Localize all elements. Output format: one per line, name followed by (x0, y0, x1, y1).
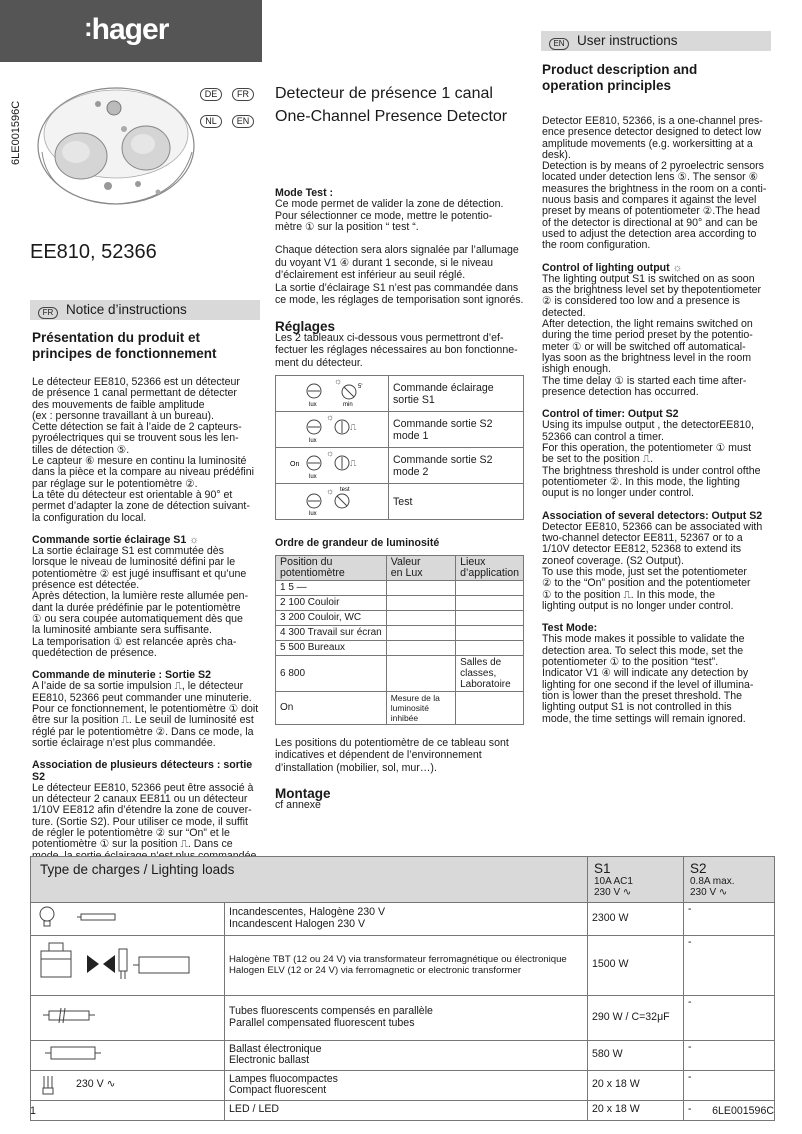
fr-column (32, 330, 264, 862)
load-icon-cell (31, 995, 225, 1040)
load-icon-cell (31, 1100, 225, 1120)
model-number: EE810, 52366 (30, 241, 157, 263)
control-label: Commande sortie S2 mode 2 (389, 448, 524, 484)
control-label: Commande éclairage sortie S1 (389, 376, 524, 412)
compact-fluorescent-icon (37, 1074, 59, 1096)
fr-section-bar (30, 300, 260, 320)
lux-row (276, 595, 524, 610)
test-text: Ce mode permet de valider la zone de détection. Pour sélectionner ce mode, mettre le potentio- mètre ① sur la position “ test “. (275, 198, 504, 233)
control-table (275, 375, 524, 520)
control-icons (276, 376, 389, 412)
reglages-heading: Réglages (275, 318, 336, 334)
fr-heading: Présentation du produit et principes de fonctionnement (32, 330, 217, 361)
lang-badge: EN (232, 115, 254, 128)
en-timer-heading: Control of timer: Output S2 (542, 408, 679, 421)
load-row (31, 995, 775, 1040)
fluorescent-tube-icon (37, 1006, 117, 1026)
lux-cell (386, 595, 455, 610)
lux-header: Lieux d’application (456, 555, 524, 580)
load-s1: 20 x 18 W (588, 1100, 684, 1120)
load-icon-cell (31, 1070, 225, 1100)
load-desc: Tubes fluorescents compensés en parallèle Parallel compensated fluorescent tubes (225, 995, 588, 1040)
lux-label: lux (309, 402, 317, 409)
light-icon: ☼ (326, 486, 335, 497)
load-desc: Ballast électronique Electronic ballast (225, 1040, 588, 1070)
lux-cell (386, 625, 455, 640)
en-heading: Product description and operation principles (542, 62, 698, 93)
lux-heading: Ordre de grandeur de luminosité (275, 537, 440, 550)
lux-cell: 3 200 Couloir, WC (276, 610, 387, 625)
control-icons (276, 448, 389, 484)
lux-cell (386, 655, 455, 691)
fr-s1-text: La sortie éclairage S1 est commutée dès lorsque le niveau de luminosité défini par le potentiomètre ② est jugé insuffisant et qu’une présence est détectée. Après détection, la lumière reste allumée pen- dant la durée prédéfinie par le potentiomètre ① ou sera coupée automatiquement dès que la luminosité ambiante sera suffisante. La temporisation ① est relancée après cha- quedétection de présence. (32, 545, 249, 659)
load-row (31, 935, 775, 995)
lux-row (276, 655, 524, 691)
en-section-bar (541, 31, 771, 51)
loads-header-row (31, 857, 775, 903)
control-row (276, 484, 524, 520)
load-desc: Halogène TBT (12 ou 24 V) via transformateur ferromagnétique ou électronique Halogen ELV (12 or 24 V) via ferromagnetic or electronic transformer (225, 935, 588, 995)
control-row (276, 376, 524, 412)
load-row (31, 1040, 775, 1070)
light-icon: ☼ (326, 448, 335, 459)
load-row (31, 903, 775, 936)
light-icon: ☼ (672, 261, 683, 274)
en-column (542, 62, 774, 725)
load-icon-cell (31, 903, 225, 936)
lux-label: lux (309, 511, 317, 517)
lux-row (276, 610, 524, 625)
fr-bar-label: Notice d’instructions (66, 302, 187, 317)
on-label: On (290, 461, 300, 469)
control-label: Commande sortie S2 mode 1 (389, 412, 524, 448)
pulse-icon: ⎍ (350, 422, 357, 433)
document-title (275, 82, 535, 128)
s2-label: S2 (690, 861, 707, 876)
load-s1: 580 W (588, 1040, 684, 1070)
light-icon: ☼ (334, 376, 343, 387)
en-intro: Detector EE810, 52366, is a one-channel pres- ence presence detector designed to detect low amplitude movements (e.g. workersitting at a desk). Detection is by means of 2 pyroelectric sensors located under detection lens ⑤. The sensor ⑥ measures the brightness in the room on a conti- nuous basis and compares it against the level preset by means of potentiometer ②.The head of the detector is directional at 90° and can be used to adjust the detection area according to the room configuration. (542, 115, 767, 252)
control-icons (276, 412, 389, 448)
product-image-icon (28, 74, 198, 209)
title-fr: Detecteur de présence 1 canal (275, 85, 493, 102)
s1-spec: 10A AC1 230 V ∿ (594, 876, 633, 898)
lux-cell (456, 580, 524, 595)
pulse-icon: ⎍ (350, 458, 357, 469)
en-badge: EN (549, 38, 569, 50)
transformer-icon (37, 941, 217, 985)
load-s1: 290 W / C=32μF (588, 995, 684, 1040)
lux-row (276, 580, 524, 595)
load-s2: - (684, 995, 775, 1040)
light-icon: ☼ (326, 412, 335, 423)
lux-header: Valeur en Lux (386, 555, 455, 580)
footer-code: 6LE001596C (712, 1105, 774, 1117)
fr-s1-heading: Commande sortie éclairage S1 ☼ (32, 533, 199, 546)
fr-badge: FR (38, 307, 58, 319)
test-heading: Mode Test : (275, 187, 334, 199)
load-row (31, 1070, 775, 1100)
load-s2: - (684, 1070, 775, 1100)
control-row (276, 412, 524, 448)
en-multi-heading: Association of several detectors: Output S2 (542, 509, 763, 522)
lux-cell (456, 640, 524, 655)
en-test-text: This mode makes it possible to validate the detection area. To select this mode, set the potentiometer ① to the position “test”. Indicator V1 ④ will indicate any detection by lighting for one second if the level of illumina- tion is lower than the preset threshold. The lighting output S1 is not controlled in this mode, the time settings will remain ignored. (542, 633, 754, 725)
montage-text: cf annexe (275, 798, 321, 811)
lux-table (275, 555, 524, 725)
lux-header-row (276, 555, 524, 580)
lux-cell (456, 610, 524, 625)
s2-spec: 0.8A max. 230 V ∿ (690, 876, 735, 898)
lux-cell (456, 595, 524, 610)
lux-cell (456, 625, 524, 640)
control-row (276, 448, 524, 484)
en-test-heading: Test Mode: (542, 622, 598, 635)
fr-multi-text: Le détecteur EE810, 52366 peut être associé à un détecteur 2 canaux EE811 ou un détecteur 1/10V EE812 afin d’étendre la zone de couver- ture. (Sortie S2). Pour utiliser ce mode, il suffit de régler le potentiomètre ② sur “On” et le potentiomètre ① sur la position ⎍. Dans ce (32, 781, 254, 851)
lux-cell: 1 5 — (276, 580, 387, 595)
loads-table (30, 856, 775, 1121)
en-bar-label: User instructions (577, 33, 678, 48)
lux-row (276, 640, 524, 655)
potentiometer-icon (276, 376, 386, 408)
load-s1: 20 x 18 W (588, 1070, 684, 1100)
lux-label: lux (309, 474, 317, 481)
page-number: 1 (30, 1105, 36, 1117)
lux-cell (386, 610, 455, 625)
lux-cell: 6 800 (276, 655, 387, 691)
lux-cell: Mesure de la luminosité inhibée (386, 691, 455, 724)
control-label: Test (389, 484, 524, 520)
lux-header: Position du potentiomètre (276, 555, 387, 580)
potentiometer-icon (276, 484, 386, 516)
reglages-text: Les 2 tableaux ci-dessous vous permettront d’ef- fectuer les réglages nécessaires au bon fonctionne- ment du détecteur. (275, 331, 518, 369)
bulb-halogen-icon (37, 905, 117, 929)
load-desc: LED / LED (225, 1100, 588, 1120)
fr-s2-text: A l’aide de sa sortie impulsion ⎍, le détecteur EE810, 52366 peut commander une minuterie. Pour ce fonctionnement, le potentiomètre ① doit être sur la position ⎍. Le seuil de luminosité est réglé par le potentiomètre ②. Dans ce mode, la sortie éclairage n’est plus commandée. (32, 680, 259, 749)
load-desc: Lampes fluocompactes Compact fluorescent (225, 1070, 588, 1100)
load-s2: - (684, 935, 775, 995)
potentiometer-icon (276, 448, 386, 480)
five-label: 5' (358, 384, 363, 391)
lux-note: Les positions du potentiomètre de ce tableau sont indicatives et dépendent de l’environnement d’installation (mobilier, sol, mur…). (275, 736, 509, 774)
fr-s2-heading: Commande de minuterie : Sortie S2 (32, 669, 211, 682)
side-code: 6LE001596C (10, 100, 22, 165)
montage-heading: Montage (275, 786, 331, 802)
lux-cell: 4 300 Travail sur écran (276, 625, 387, 640)
load-desc: Incandescentes, Halogène 230 V Incandescent Halogen 230 V (225, 903, 588, 936)
lux-row (276, 691, 524, 724)
lux-cell (386, 640, 455, 655)
lux-cell (386, 580, 455, 595)
hager-logo: :hager (84, 12, 169, 46)
load-row (31, 1100, 775, 1120)
lang-badge: DE (200, 88, 222, 101)
loads-title: Type de charges / Lighting loads (31, 857, 588, 903)
s1-header (588, 857, 684, 903)
lux-cell: 5 500 Bureaux (276, 640, 387, 655)
load-s1: 1500 W (588, 935, 684, 995)
lang-badge: FR (232, 88, 254, 101)
lux-cell: 2 100 Couloir (276, 595, 387, 610)
fr-intro: Le détecteur EE810, 52366 est un détecteur de présence 1 canal permettant de détecter des mouvements de faible amplitude (ex : personne travaillant à un bureau). Cette détection se fait à l’aide de 2 capteurs- pyroélectriques qui se trouvent sous les len- tilles de détection ⑤. Le capteur ⑥ mesure en continu la luminosité dans la pièce et la compare au niveau prédéfini par réglage sur le potentiomètre ②. La tête du détecteur est orientable à 90° et permet d’adapter la zone de détection suivant- la configuration du local. (32, 376, 255, 524)
mid-column (275, 188, 530, 811)
en-timer-text: Using its impulse output , the detectorEE810, 52366 can control a timer. For this operation, the potentiometer ① must be set to the position ⎍. The brightness threshold is under control ofthe potentiometer ②. In this mode, the lighting ouput is no longer under control. (542, 419, 761, 500)
test-text-2: Chaque détection sera alors signalée par l’allumage du voyant V1 ④ durant 1 seconde, si le niveau d’éclairement est inférieur au seuil réglé. La sortie d’éclairage S1 n’est pas commandée dans ce mode, les réglages de temporisation sont ignorés. (275, 244, 524, 307)
title-en: One-Channel Presence Detector (275, 108, 508, 125)
lang-badge: NL (200, 115, 222, 128)
load-icon-cell (31, 1040, 225, 1070)
load-icon-cell (31, 935, 225, 995)
load-s2: - (684, 903, 775, 936)
ballast-icon (37, 1044, 117, 1062)
min-label: min (343, 402, 353, 409)
light-icon: ☼ (189, 533, 199, 546)
test-label: test (340, 487, 350, 494)
en-s1-text: The lighting output S1 is switched on as soon as the brightness level set by thepotentiometer ② is considered too low and a presence is detected. After detection, the light remains switched on during the time period preset by the potentio- meter ① or will be switched off automatical- lyas soon as the brightness level in the room ishigh enough. The time delay ① is started each time after- presence detection has occurred. (542, 272, 762, 398)
brand-header (0, 0, 262, 62)
lux-row (276, 625, 524, 640)
cfl-voltage: 230 V ∿ (75, 1078, 116, 1091)
potentiometer-icon (276, 412, 386, 444)
en-multi-text: Detector EE810, 52366 can be associated with two-channel detector EE811, 52367 or to a 1/10V detector EE812, 52368 to extend its zoneof coverage. (S2 Output). To use this mode, just set the potentiometer ② to the “On” position and the potentiometer ① to the position ⎍. In this mode, the lighting output is no longer under control. (542, 520, 763, 612)
s2-header (684, 857, 775, 903)
s1-label: S1 (594, 861, 611, 876)
load-s2: - (684, 1040, 775, 1070)
lux-label: lux (309, 438, 317, 445)
load-s2: - (684, 1100, 775, 1120)
language-badges (200, 84, 260, 138)
fr-multi-heading: Association de plusieurs détecteurs : sortie S2 (32, 759, 253, 783)
control-icons (276, 484, 389, 520)
lux-cell (456, 691, 524, 724)
en-s1-heading: Control of lighting output ☼ (542, 261, 683, 274)
load-s1: 2300 W (588, 903, 684, 936)
lux-cell: On (276, 691, 387, 724)
lux-cell: Salles de classes, Laboratoire (456, 655, 524, 691)
